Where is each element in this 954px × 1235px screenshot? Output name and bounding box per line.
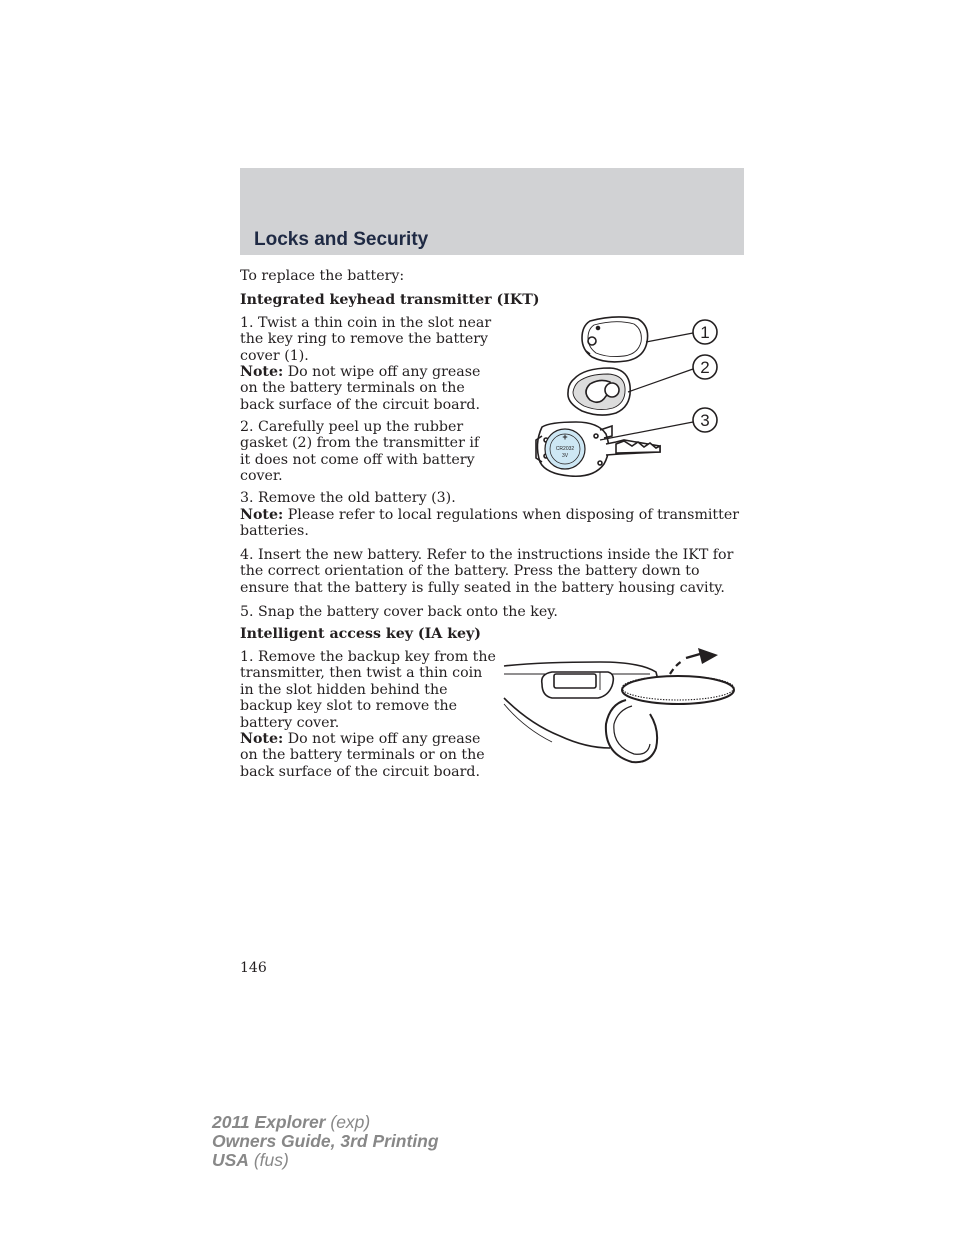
- ikt-step-1: 1. Twist a thin coin in the slot near the key ring to remove the battery cover (1).: [240, 315, 492, 364]
- footer-model-code: (exp): [325, 1112, 371, 1132]
- ikt-step-3: 3. Remove the old battery (3).: [240, 490, 456, 506]
- note-text: Do not wipe off any grease on the battery terminals on the back surface of the circuit board.: [240, 364, 481, 413]
- footer-market: USA: [212, 1150, 249, 1170]
- page-number: 146: [240, 960, 267, 976]
- callout-3: 3: [700, 411, 710, 430]
- section-header-band: [240, 168, 744, 255]
- battery-plus-sign: +: [562, 432, 568, 442]
- intro-text: To replace the battery:: [240, 268, 405, 284]
- rotation-arrow-head: [698, 648, 718, 664]
- footer-market-code: (fus): [248, 1150, 289, 1170]
- note-label: Note:: [240, 507, 284, 523]
- footer-line-1: [212, 1113, 439, 1132]
- ikt-step-5: 5. Snap the battery cover back onto the key.: [240, 604, 558, 620]
- note-text: Please refer to local regulations when disposing of transmitter batteries.: [240, 507, 740, 540]
- ia-key-note-1: [240, 731, 502, 780]
- ia-key-heading: Intelligent access key (IA key): [240, 626, 482, 642]
- footer-line-2: Owners Guide, 3rd Printing: [212, 1131, 439, 1151]
- note-label: Note:: [240, 731, 284, 747]
- note-label: Note:: [240, 364, 284, 380]
- document-footer: [212, 1113, 439, 1170]
- ikt-note-1: [240, 364, 502, 413]
- battery-voltage-label: 3V: [561, 453, 569, 459]
- ikt-heading: Integrated keyhead transmitter (IKT): [240, 292, 540, 308]
- ikt-note-3: [240, 507, 746, 540]
- section-title: Locks and Security: [254, 229, 429, 250]
- footer-line-3: [212, 1151, 439, 1170]
- ia-key-illustration: [500, 644, 740, 768]
- battery-model-label: CR2032: [555, 446, 575, 452]
- callout-2: 2: [700, 358, 710, 377]
- ikt-battery-illustration: [520, 312, 732, 482]
- ia-key-step-1: 1. Remove the backup key from the transmitter, then twist a thin coin in the slot hidden behind the backup key slot to remove the battery cover.: [240, 649, 496, 731]
- note-text: Do not wipe off any grease on the battery terminals or on the back surface of the circuit board.: [240, 731, 485, 780]
- ikt-step-2: 2. Carefully peel up the rubber gasket (2) from the transmitter if it does not come off with battery cover.: [240, 419, 480, 485]
- callout-1: 1: [700, 323, 710, 342]
- ikt-step-4: 4. Insert the new battery. Refer to the instructions inside the IKT for the correct orientation of the battery. Press the battery down to ensure that the battery is fully seated in the battery housing cavity.: [240, 547, 734, 596]
- footer-model: 2011 Explorer: [212, 1112, 326, 1132]
